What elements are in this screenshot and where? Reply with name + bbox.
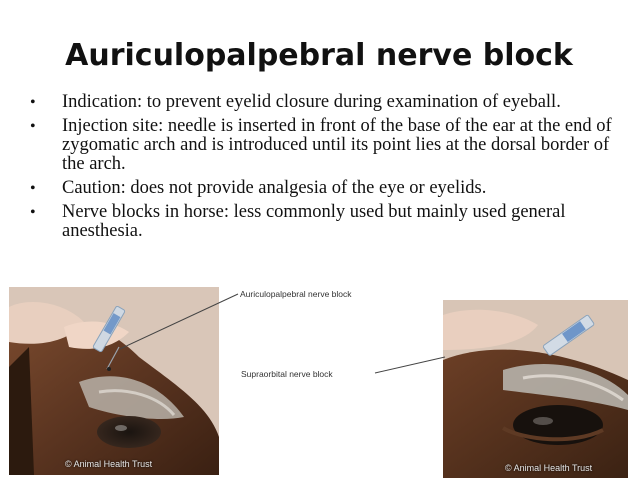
- bullet-symbol: •: [30, 94, 36, 111]
- label-supraorbital: Supraorbital nerve block: [241, 369, 333, 379]
- label-auriculopalpebral: Auriculopalpebral nerve block: [240, 289, 352, 299]
- nerve-block-figure: [0, 283, 638, 479]
- bullet-text: Injection site: needle is inserted in front of the base of the ear at the end of zygomatic arch and is introduced until its point lies at the dorsal border of the arch.: [62, 116, 612, 174]
- bullet-symbol: •: [30, 180, 36, 197]
- slide-title: Auriculopalpebral nerve block: [65, 38, 573, 73]
- bullet-symbol: •: [30, 118, 36, 135]
- bullet-item: [22, 179, 632, 198]
- leader-line-auriculopalpebral: [120, 294, 238, 349]
- bullet-item: [22, 117, 632, 174]
- bullet-text: Indication: to prevent eyelid closure during examination of eyeball.: [62, 92, 561, 112]
- bullet-text: Caution: does not provide analgesia of the eye or eyelids.: [62, 178, 487, 198]
- bullet-item: [22, 93, 632, 112]
- bullet-symbol: •: [30, 204, 36, 221]
- bullet-list: [22, 93, 632, 246]
- photo-watermark-left: © Animal Health Trust: [65, 459, 153, 469]
- label-leader-lines: [0, 283, 638, 479]
- photo-watermark-right: © Animal Health Trust: [505, 463, 593, 473]
- leader-line-supraorbital: [375, 357, 445, 373]
- bullet-text: Nerve blocks in horse: less commonly used but mainly used general anesthesia.: [62, 202, 566, 241]
- bullet-item: [22, 203, 632, 241]
